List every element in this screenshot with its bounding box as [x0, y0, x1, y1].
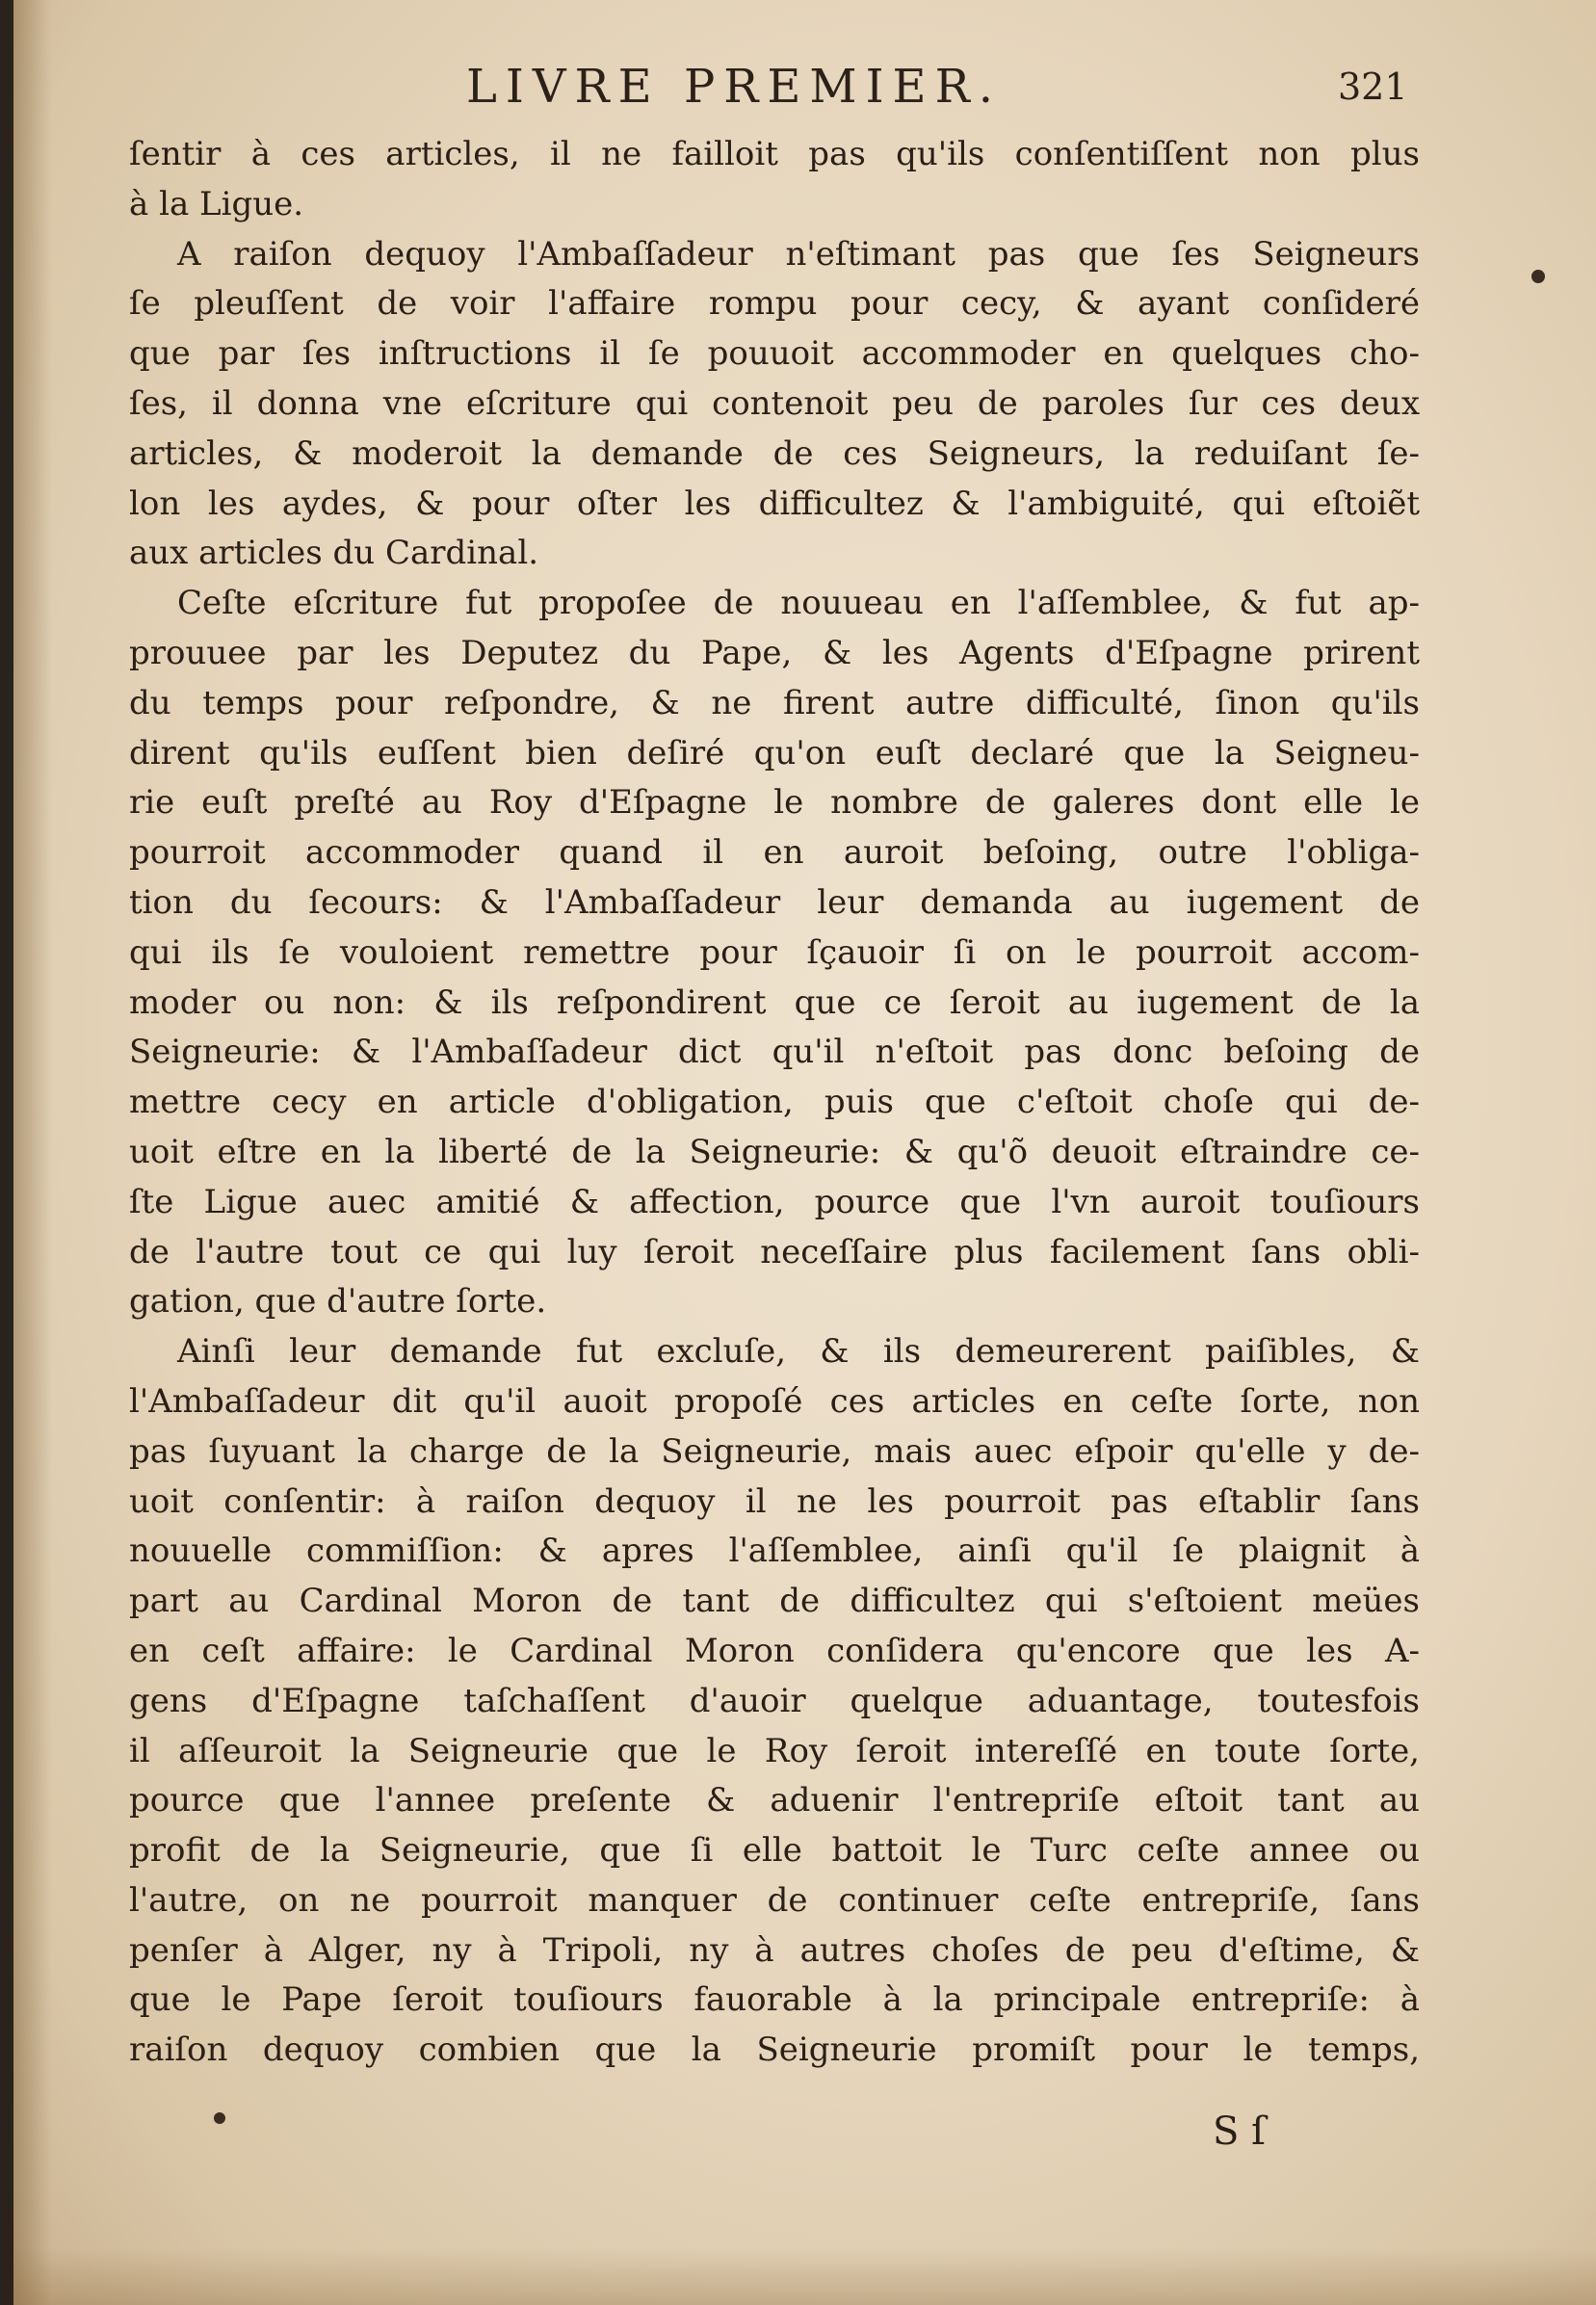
- text-line: articles, & moderoit la demande de ces Seigneurs, la reduiſant ſe-: [129, 433, 1420, 473]
- text-line: Ceſte eſcriture fut propoſee de nouueau en l'aſſemblee, & fut ap-: [177, 584, 1420, 623]
- text-line: part au Cardinal Moron de tant de difficultez qui s'eſtoient meües: [129, 1582, 1420, 1621]
- text-line: Seigneurie: & l'Ambaſſadeur dict qu'il n'eſtoit pas donc beſoing de: [129, 1033, 1420, 1072]
- text-line: que par ſes inſtructions il ſe pouuoit accommoder en quelques cho-: [129, 334, 1420, 374]
- text-line: ſentir à ces articles, il ne failloit pas qu'ils conſentiſſent non plus: [129, 135, 1420, 173]
- text-line: ſe pleuſſent de voir l'affaire rompu pour cecy, & ayant conſideré: [129, 284, 1420, 324]
- text-line: A raiſon dequoy l'Ambaſſadeur n'eſtimant pas que ſes Seigneurs: [177, 234, 1420, 274]
- text-line: pas ſuyuant la charge de la Seigneurie, mais auec eſpoir qu'elle y de-: [129, 1431, 1420, 1471]
- ink-spot: [1531, 270, 1545, 283]
- text-line: lon les aydes, & pour oſter les difficultez & l'ambiguité, qui eſtoiẽt: [129, 484, 1420, 523]
- text-line: tion du ſecours: & l'Ambaſſadeur leur demanda au iugement de: [129, 882, 1420, 922]
- text-line: à la Ligue.: [129, 184, 304, 223]
- text-line: ſes, il donna vne eſcriture qui contenoit peu de paroles ſur ces deux: [129, 383, 1420, 423]
- text-line: uoit eſtre en la liberté de la Seigneurie: & qu'õ deuoit eſtraindre ce-: [129, 1132, 1420, 1171]
- text-line: en ceſt affaire: le Cardinal Moron conſidera qu'encore que les A-: [129, 1631, 1420, 1670]
- text-line: il aſſeuroit la Seigneurie que le Roy ſeroit intereſſé en toute ſorte,: [129, 1731, 1420, 1770]
- text-line: prouuee par les Deputez du Pape, & les Agents d'Eſpagne prirent: [129, 633, 1420, 672]
- body-text: [129, 130, 1420, 2076]
- running-head: [13, 60, 1596, 118]
- text-line: nouuelle commiſſion: & apres l'aſſemblee, ainſi qu'il ſe plaignit à: [129, 1532, 1420, 1571]
- text-line: qui ils ſe vouloient remettre pour ſçauoir ſi on le pourroit accom-: [129, 932, 1420, 972]
- ink-spot: [214, 2112, 225, 2124]
- text-line: que le Pape ſeroit touſiours fauorable à la principale entrepriſe: à: [129, 1980, 1420, 2020]
- page-bottom-shadow: [13, 2247, 1596, 2305]
- text-line: gens d'Eſpagne taſchaſſent d'auoir quelque aduantage, toutesfois: [129, 1681, 1420, 1720]
- text-line: pource que l'annee preſente & aduenir l'entrepriſe eſtoit tant au: [129, 1781, 1420, 1820]
- text-line: mettre cecy en article d'obligation, puis que c'eſtoit choſe qui de-: [129, 1083, 1420, 1122]
- text-line: penſer à Alger, ny à Tripoli, ny à autres choſes de peu d'eſtime, &: [129, 1930, 1420, 1970]
- text-line: de l'autre tout ce qui luy ſeroit neceſſaire plus facilement ſans obli-: [129, 1232, 1420, 1271]
- page-gutter-shadow: [13, 0, 52, 2305]
- text-line: gation, que d'autre ſorte.: [129, 1282, 547, 1322]
- signature-mark: S ſ: [1213, 2109, 1266, 2154]
- text-line: uoit conſentir: à raiſon dequoy il ne les pourroit pas eſtablir ſans: [129, 1481, 1420, 1521]
- page-number: 321: [1338, 65, 1408, 108]
- text-line: moder ou non: & ils reſpondirent que ce ſeroit au iugement de la: [129, 982, 1420, 1022]
- text-line: raiſon dequoy combien que la Seigneurie promiſt pour le temps,: [129, 2030, 1420, 2070]
- text-line: rie euſt preſté au Roy d'Eſpagne le nombre de galeres dont elle le: [129, 783, 1420, 823]
- text-line: l'autre, on ne pourroit manquer de continuer ceſte entrepriſe, ſans: [129, 1880, 1420, 1920]
- text-line: dirent qu'ils euſſent bien deſiré qu'on euſt declaré que la Seigneu-: [129, 733, 1420, 773]
- text-line: Ainſi leur demande fut excluſe, & ils demeurerent paiſibles, &: [177, 1332, 1420, 1372]
- text-line: profit de la Seigneurie, que ſi elle battoit le Turc ceſte annee ou: [129, 1831, 1420, 1871]
- text-line: aux articles du Cardinal.: [129, 534, 538, 573]
- text-line: l'Ambaſſadeur dit qu'il auoit propoſé ces articles en ceſte ſorte, non: [129, 1381, 1420, 1421]
- book-page: [13, 0, 1596, 2305]
- text-line: ſte Ligue auec amitié & affection, pource que l'vn auroit touſiours: [129, 1182, 1420, 1221]
- text-line: pourroit accommoder quand il en auroit beſoing, outre l'obliga-: [129, 833, 1420, 873]
- text-line: du temps pour reſpondre, & ne firent autre difficulté, ſinon qu'ils: [129, 683, 1420, 722]
- running-title: LIVRE PREMIER.: [466, 60, 1002, 114]
